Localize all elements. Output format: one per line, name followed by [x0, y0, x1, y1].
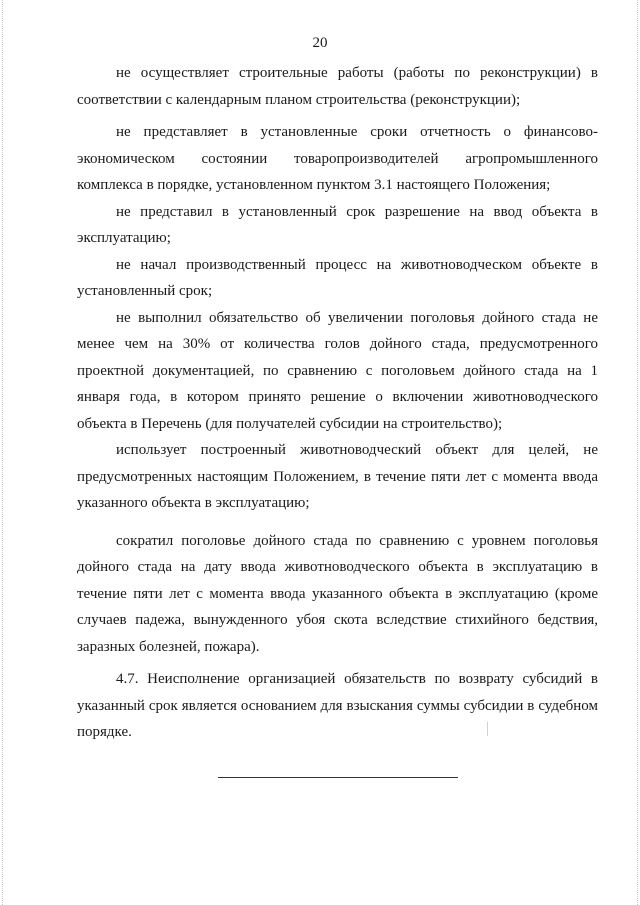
paragraph-financial-reporting: не представляет в установленные сроки отчетность о финансово-экономическом состоянии товаропроизводителей агропромышленного комплекса в порядке, установленном пунктом 3.1 настоящего Положения; — [77, 124, 598, 193]
paragraph-section-4-7: 4.7. Неисполнение организацией обязательств по возврату субсидий в указанный срок является основанием для взыскания суммы субсидии в судебном порядке. — [77, 671, 598, 740]
paragraph-herd-increase: не выполнил обязательство об увеличении поголовья дойного стада не менее чем на 30% от количества голов дойного стада, предусмотренного проектной документацией, по сравнению с поголовьем дойного стада на 1 января года, в котором принято решение о включении животноводческого объекта в Перечень (для получателей субсидии на строительство); — [77, 309, 598, 432]
paragraph-herd-reduction: сократил поголовье дойного стада по сравнению с уровнем поголовья дойного стада на дату ввода животноводческого объекта в эксплуатацию в течение пяти лет с момента ввода указанного объекта в эксплуатацию (кроме случаев падежа, вынужденного убоя скота вследствие стихийного бедствия, заразных болезней, пожара). — [77, 532, 598, 655]
paragraph-commissioning-permit: не представил в установленный срок разрешение на ввод объекта в эксплуатацию; — [77, 203, 598, 246]
scan-edge-right — [637, 0, 639, 905]
end-separator-line — [218, 777, 458, 778]
scan-edge-left — [2, 0, 4, 905]
page-number: 20 — [312, 35, 328, 51]
document-body — [77, 60, 598, 746]
paragraph-object-usage: использует построенный животноводческий объект для целей, не предусмотренных настоящим Положением, в течение пяти лет с момента ввода указанного объекта в эксплуатацию; — [77, 442, 598, 511]
paragraph-production-start: не начал производственный процесс на животноводческом объекте в установленный срок; — [77, 256, 598, 299]
paragraph-construction-works: не осуществляет строительные работы (работы по реконструкции) в соответствии с календарным планом строительства (реконструкции); — [77, 65, 598, 108]
